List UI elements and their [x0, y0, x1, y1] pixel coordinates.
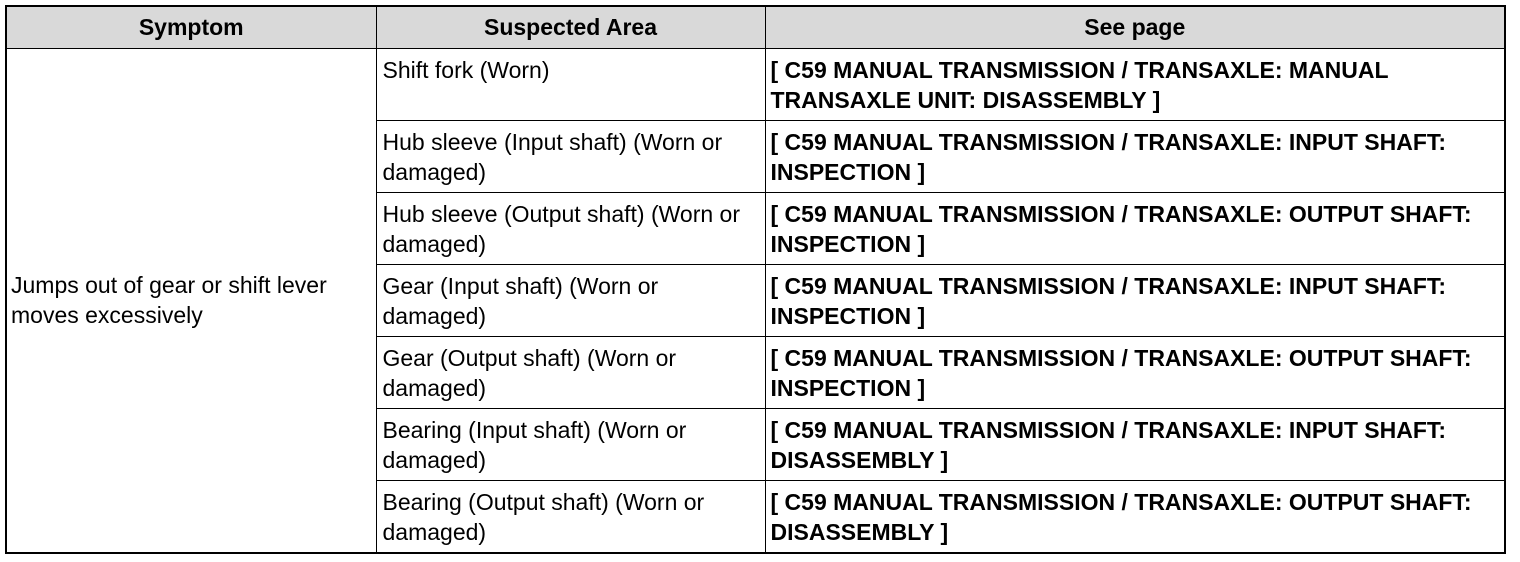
see-page-link[interactable]: [ C59 MANUAL TRANSMISSION / TRANSAXLE: INPUT SHAFT: INSPECTION ]	[765, 120, 1504, 192]
see-page-link[interactable]: [ C59 MANUAL TRANSMISSION / TRANSAXLE: MANUAL TRANSAXLE UNIT: DISASSEMBLY ]	[765, 48, 1504, 120]
see-page-link[interactable]: [ C59 MANUAL TRANSMISSION / TRANSAXLE: INPUT SHAFT: INSPECTION ]	[765, 264, 1504, 336]
suspected-area-cell: Gear (Input shaft) (Worn or damaged)	[376, 264, 765, 336]
table-header-row	[7, 7, 1504, 48]
suspected-area-cell: Bearing (Output shaft) (Worn or damaged)	[376, 480, 765, 552]
see-page-link[interactable]: [ C59 MANUAL TRANSMISSION / TRANSAXLE: OUTPUT SHAFT: INSPECTION ]	[765, 192, 1504, 264]
see-page-link[interactable]: [ C59 MANUAL TRANSMISSION / TRANSAXLE: INPUT SHAFT: DISASSEMBLY ]	[765, 408, 1504, 480]
header-suspected-area: Suspected Area	[376, 7, 765, 48]
table-row	[7, 48, 1504, 120]
suspected-area-cell: Shift fork (Worn)	[376, 48, 765, 120]
suspected-area-cell: Gear (Output shaft) (Worn or damaged)	[376, 336, 765, 408]
suspected-area-cell: Hub sleeve (Input shaft) (Worn or damaged)	[376, 120, 765, 192]
troubleshooting-table	[7, 7, 1504, 553]
suspected-area-cell: Bearing (Input shaft) (Worn or damaged)	[376, 408, 765, 480]
header-see-page: See page	[765, 7, 1504, 48]
symptom-cell: Jumps out of gear or shift lever moves excessively	[7, 48, 376, 552]
see-page-link[interactable]: [ C59 MANUAL TRANSMISSION / TRANSAXLE: OUTPUT SHAFT: INSPECTION ]	[765, 336, 1504, 408]
suspected-area-cell: Hub sleeve (Output shaft) (Worn or damaged)	[376, 192, 765, 264]
see-page-link[interactable]: [ C59 MANUAL TRANSMISSION / TRANSAXLE: OUTPUT SHAFT: DISASSEMBLY ]	[765, 480, 1504, 552]
troubleshooting-table-frame	[5, 5, 1506, 554]
header-symptom: Symptom	[7, 7, 376, 48]
